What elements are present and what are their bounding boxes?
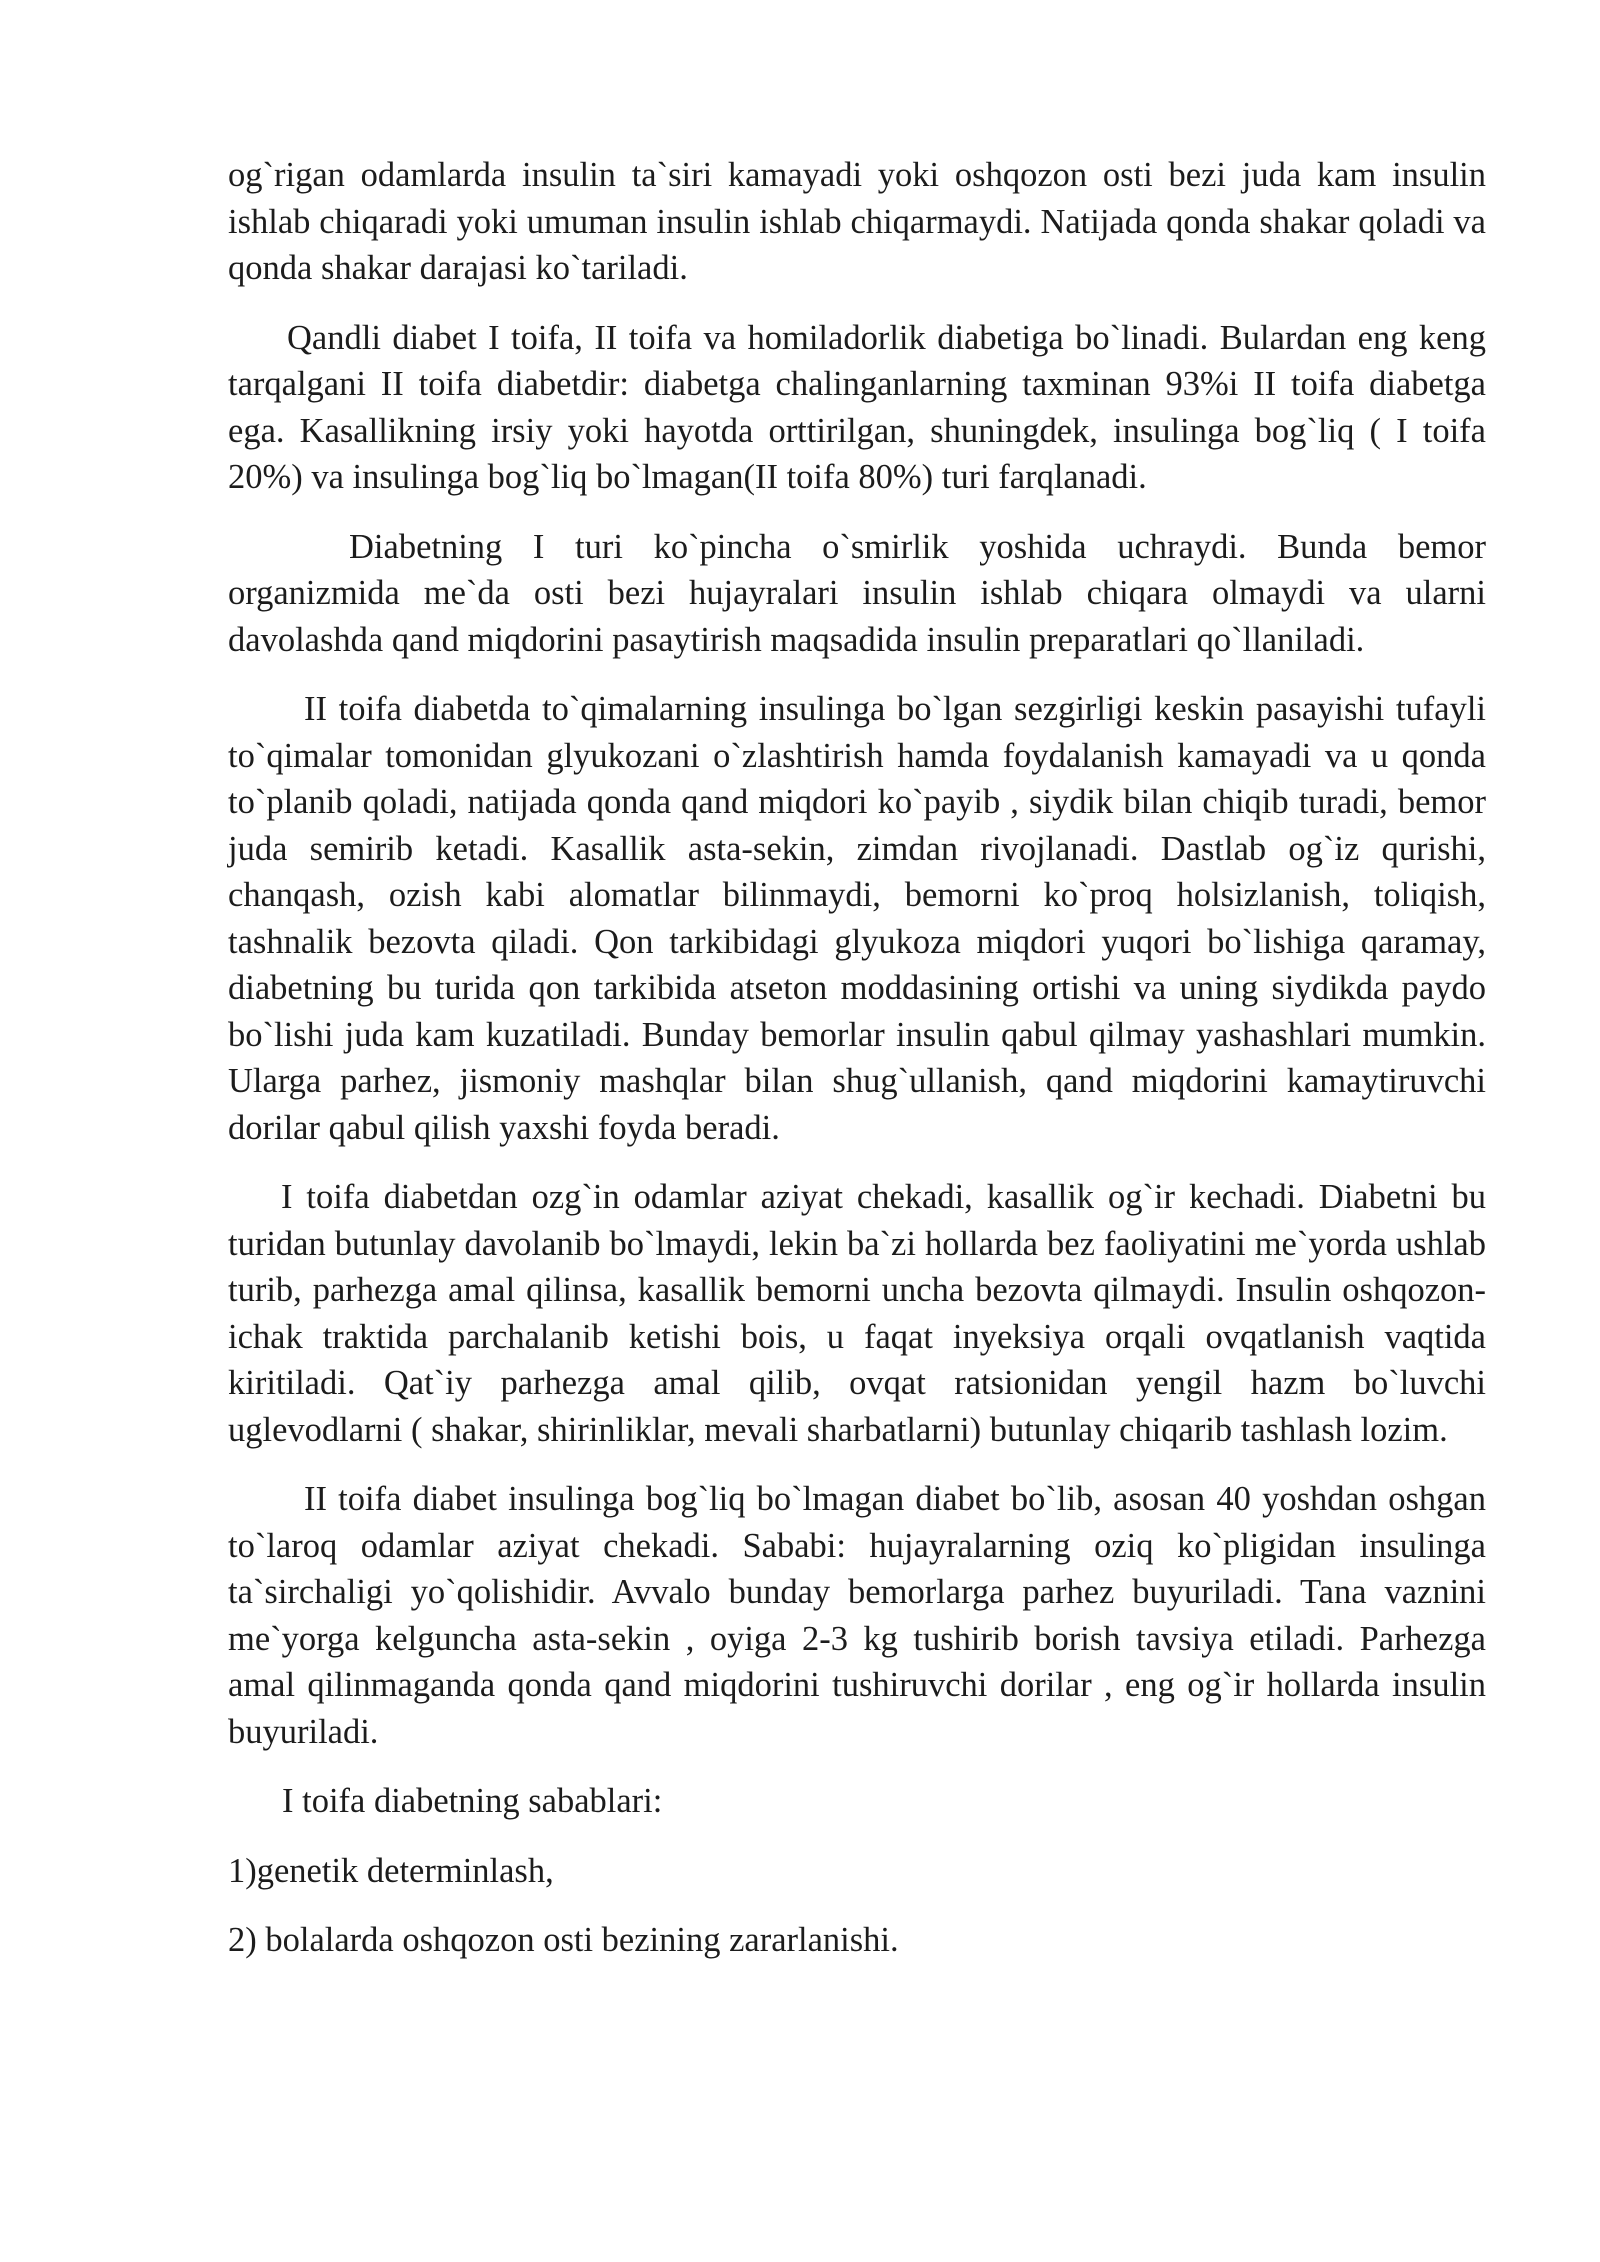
paragraph-6: II toifa diabet insulinga bog`liq bo`lmagan diabet bo`lib, asosan 40 yoshdan oshgan to`laroq odamlar aziyat chekadi. Sababi: hujayralarning oziq ko`pligidan insulinga ta`sirchaligi yo`qolishidir. Avvalo bunday bemorlarga parhez buyuriladi. Tana vaznini me`yorga kelguncha asta-sekin , oyiga 2-3 kg tushirib borish tavsiya etiladi. Parhezga amal qilinmaganda qonda qand miqdorini tushiruvchi dorilar , eng og`ir hollarda insulin buyuriladi. [228,1480,1486,1751]
cause-item-2: 2) bolalarda oshqozon osti bezining zararlanishi. [228,1921,899,1959]
paragraph-5: I toifa diabetdan ozg`in odamlar aziyat chekadi, kasallik og`ir kechadi. Diabetni bu turidan butunlay davolanib bo`lmaydi, lekin ba`zi hollarda bez faoliyatini me`yorda ushlab turib, parhezga amal qilinsa, kasallik bemorni uncha bezovta qilmaydi. Insulin oshqozon-ichak traktida parchalanib ketishi bois, u faqat inyeksiya orqali ovqatlanish vaqtida kiritiladi. Qat`iy parhezga amal qilib, ovqat ratsionidan yengil hazm bo`luvchi uglevodlarni ( shakar, shirinliklar, mevali sharbatlarni) butunlay chiqarib tashlash lozim. [228,1178,1486,1449]
document-page [228,152,1486,1987]
paragraph-1: og`rigan odamlarda insulin ta`siri kamayadi yoki oshqozon osti bezi juda kam insulin ishlab chiqaradi yoki umuman insulin ishlab chiqarmaydi. Natijada qonda shakar qoladi va qonda shakar darajasi ko`tariladi. [228,156,1486,287]
paragraph-4: II toifa diabetda to`qimalarning insulinga bo`lgan sezgirligi keskin pasayishi tufayli to`qimalar tomonidan glyukozani o`zlashtirish hamda foydalanish kamayadi va u qonda to`planib qoladi, natijada qonda qand miqdori ko`payib , siydik bilan chiqib turadi, bemor juda semirib ketadi. Kasallik asta-sekin, zimdan rivojlanadi. Dastlab og`iz qurishi, chanqash, ozish kabi alomatlar bilinmaydi, bemorni ko`proq holsizlanish, toliqish, tashnalik bezovta qiladi. Qon tarkibidagi glyukoza miqdori yuqori bo`lishiga qaramay, diabetning bu turida qon tarkibida atseton moddasining ortishi va uning siydikda paydo bo`lishi juda kam kuzatiladi. Bunday bemorlar insulin qabul qilmay yashashlari mumkin. Ularga parhez, jismoniy mashqlar bilan shug`ullanish, qand miqdorini kamaytiruvchi dorilar qabul qilish yaxshi foyda beradi. [228,690,1486,1147]
cause-item-1: 1)genetik determinlash, [228,1851,554,1890]
causes-heading: I toifa diabetning sabablari: [282,1782,663,1820]
paragraph-3: Diabetning I turi ko`pincha o`smirlik yoshida uchraydi. Bunda bemor organizmida me`da osti bezi hujayralari insulin ishlab chiqara olmaydi va ularni davolashda qand miqdorini pasaytirish maqsadida insulin preparatlari qo`llaniladi. [228,527,1486,659]
paragraph-2: Qandli diabet I toifa, II toifa va homiladorlik diabetiga bo`linadi. Bulardan eng keng tarqalgani II toifa diabetdir: diabetga chalinganlarning taxminan 93%i II toifa diabetga ega. Kasallikning irsiy yoki hayotda orttirilgan, shuningdek, insulinga bog`liq ( I toifa 20%) va insulinga bog`liq bo`lmagan(II toifa 80%) turi farqlanadi. [228,318,1486,496]
